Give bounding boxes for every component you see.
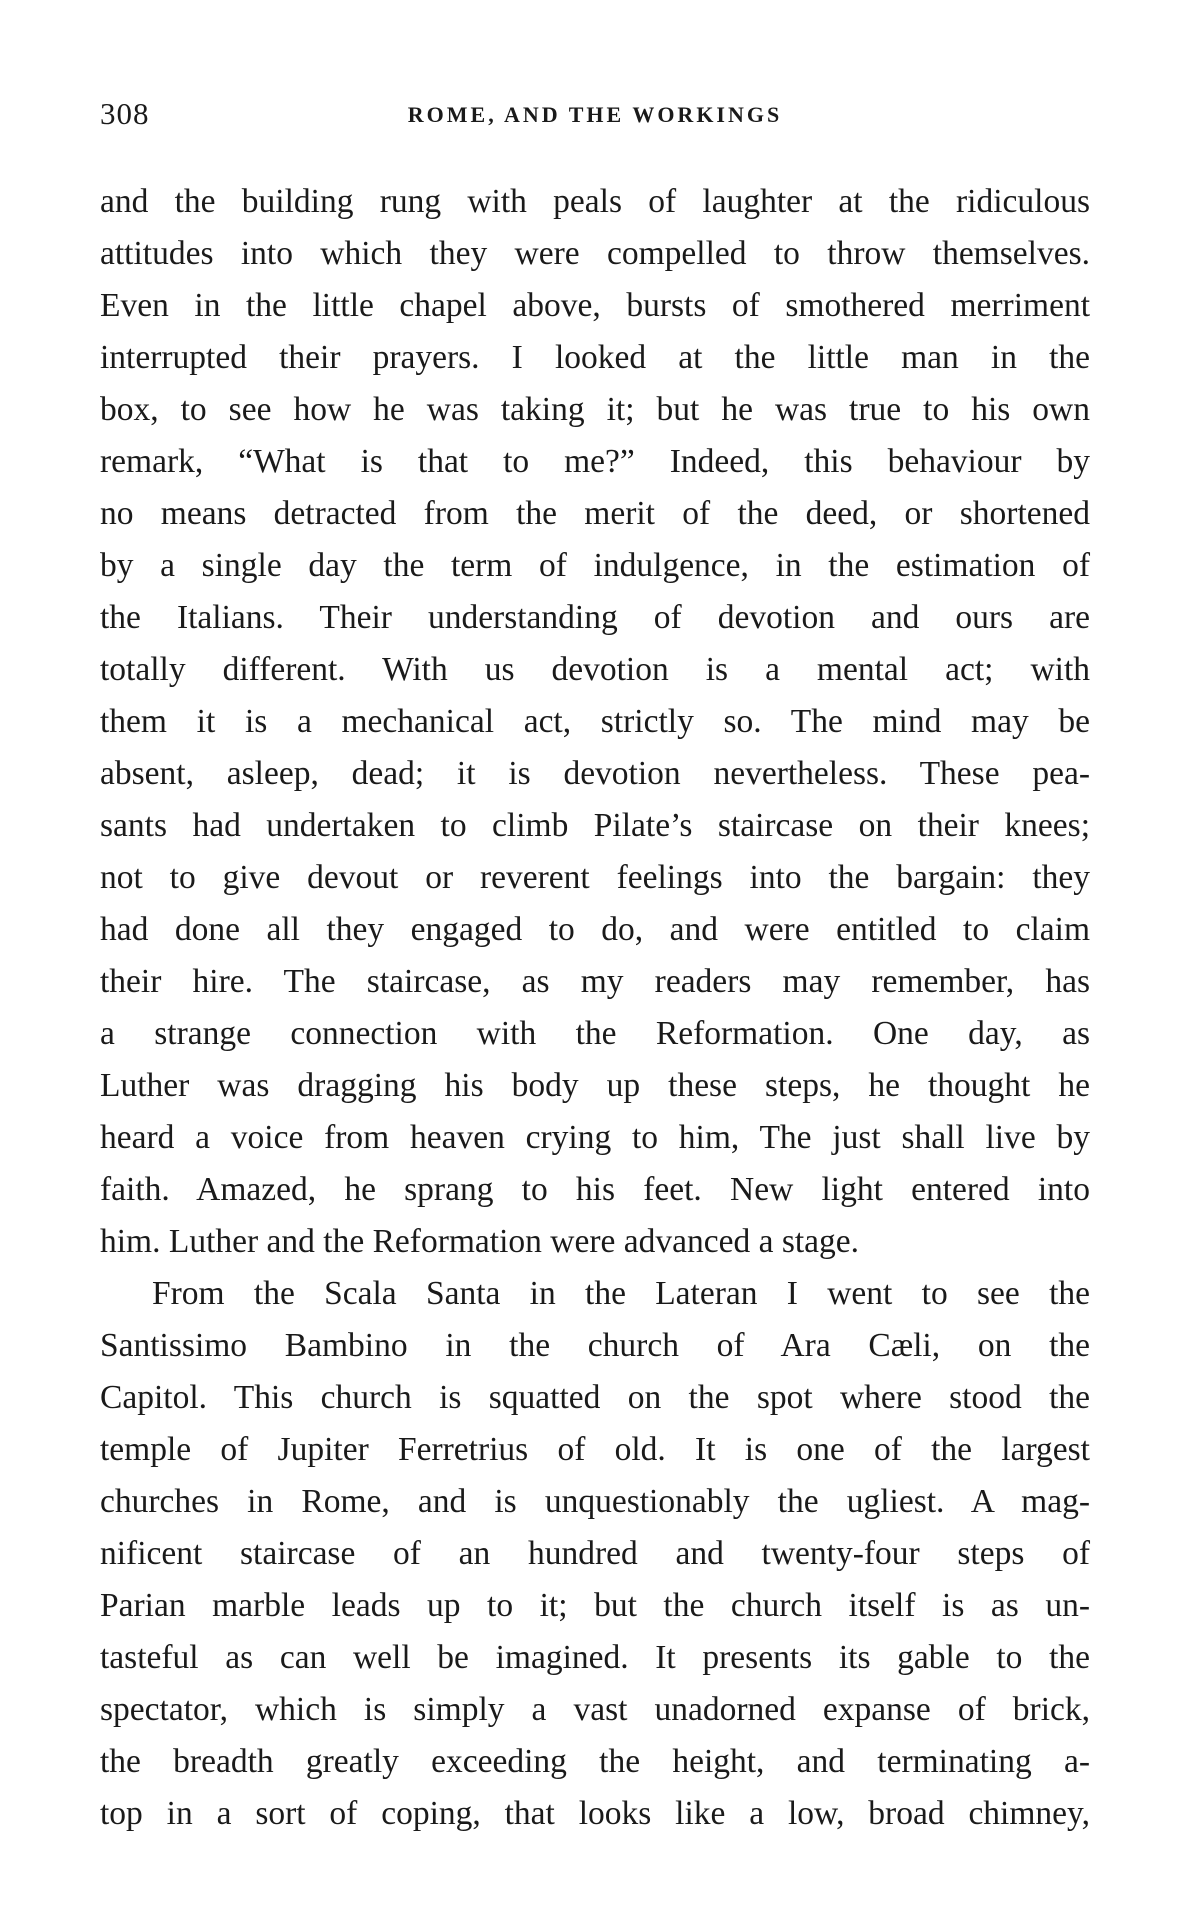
text-line: and the building rung with peals of laughter at the ridiculous: [100, 183, 1090, 220]
text-line: no means detracted from the merit of the deed, or shortened: [100, 495, 1090, 532]
text-line: tasteful as can well be imagined. It presents its gable to the: [100, 1639, 1090, 1676]
text-line: remark, “What is that to me?” Indeed, this behaviour by: [100, 443, 1090, 480]
paragraph-1: [100, 176, 1090, 1268]
text-line: Parian marble leads up to it; but the church itself is as un-: [100, 1587, 1090, 1624]
page-header: [100, 96, 1090, 136]
text-line: churches in Rome, and is unquestionably the ugliest. A mag-: [100, 1483, 1090, 1520]
paragraph-2: [100, 1268, 1090, 1840]
text-line: nificent staircase of an hundred and twenty-four steps of: [100, 1535, 1090, 1572]
text-line: temple of Jupiter Ferretrius of old. It is one of the largest: [100, 1431, 1090, 1468]
text-line: attitudes into which they were compelled to throw themselves.: [100, 235, 1090, 272]
text-line: spectator, which is simply a vast unadorned expanse of brick,: [100, 1691, 1090, 1728]
text-line: faith. Amazed, he sprang to his feet. New light entered into: [100, 1171, 1090, 1208]
text-line: top in a sort of coping, that looks like a low, broad chimney,: [100, 1795, 1090, 1832]
text-line: their hire. The staircase, as my readers may remember, has: [100, 963, 1090, 1000]
text-line: Even in the little chapel above, bursts of smothered merriment: [100, 287, 1090, 324]
page-number: 308: [100, 96, 150, 131]
text-line: the breadth greatly exceeding the height, and terminating a-: [100, 1743, 1090, 1780]
text-line: by a single day the term of indulgence, in the estimation of: [100, 547, 1090, 584]
text-line: sants had undertaken to climb Pilate’s staircase on their knees;: [100, 807, 1090, 844]
running-head: ROME, AND THE WORKINGS: [407, 102, 783, 127]
text-line: absent, asleep, dead; it is devotion nevertheless. These pea-: [100, 755, 1090, 792]
text-line: interrupted their prayers. I looked at the little man in the: [100, 339, 1090, 376]
text-line: a strange connection with the Reformation. One day, as: [100, 1015, 1090, 1052]
text-line: Santissimo Bambino in the church of Ara Cæli, on the: [100, 1327, 1090, 1364]
text-line: heard a voice from heaven crying to him, The just shall live by: [100, 1119, 1090, 1156]
text-line: had done all they engaged to do, and were entitled to claim: [100, 911, 1090, 948]
text-line: totally different. With us devotion is a mental act; with: [100, 651, 1090, 688]
text-line: him. Luther and the Reformation were advanced a stage.: [100, 1223, 860, 1260]
text-line: the Italians. Their understanding of devotion and ours are: [100, 599, 1090, 636]
text-line: not to give devout or reverent feelings into the bargain: they: [100, 859, 1090, 896]
body-text: [100, 176, 1090, 1840]
text-line: From the Scala Santa in the Lateran I went to see the: [152, 1275, 1090, 1312]
text-line: Luther was dragging his body up these steps, he thought he: [100, 1067, 1090, 1104]
text-line: Capitol. This church is squatted on the spot where stood the: [100, 1379, 1090, 1416]
text-line: box, to see how he was taking it; but he was true to his own: [100, 391, 1090, 428]
text-line: them it is a mechanical act, strictly so. The mind may be: [100, 703, 1090, 740]
